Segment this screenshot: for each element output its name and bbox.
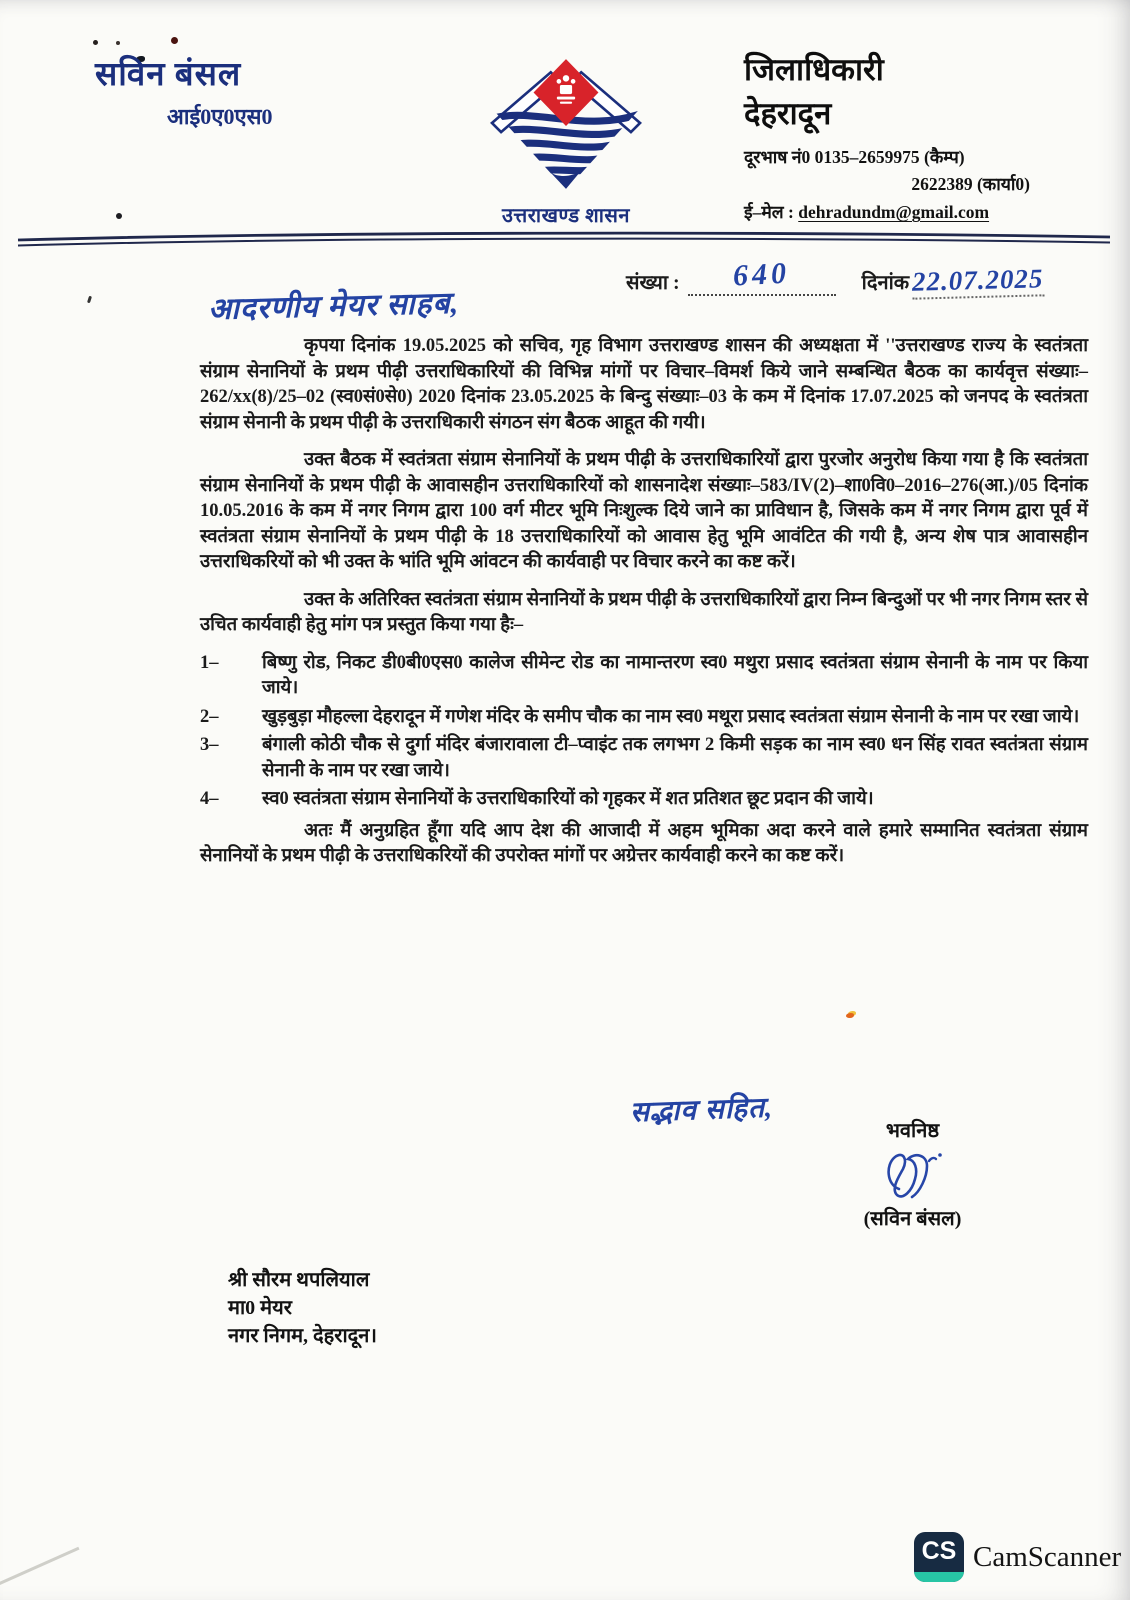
camscanner-icon: [914, 1532, 964, 1582]
office-title-line1: जिलाधिकारी: [744, 52, 884, 87]
scan-speck: [116, 41, 120, 45]
list-item: [200, 733, 1088, 784]
emblem-caption: उत्तराखण्ड शासन: [501, 205, 631, 227]
ref-number-value: 640: [732, 256, 791, 293]
addressee-block: [228, 1266, 377, 1350]
cs-icon-letters: CS: [921, 1537, 957, 1565]
paragraph-2: उक्त बैठक में स्वतंत्रता संग्राम सेनानियों के प्रथम पीढ़ी के उत्तराधिकारियों द्वारा पुरजोर अनुरोध किया गया है कि स्वतंत्रता संग्राम सेनानियों के प्रथम पीढ़ी के आवासहीन उत्तराधिकारियों को शासनादेश संख्याः–583/IV(2)–शा0वि0–2016–276(आ.)/05 दिनांक 10.05.2016 के कम में नगर निगम द्वारा 100 वर्ग मीटर भूमि निःशुल्क दिये जाने का प्राविधान है, जिसके कम में नगर निगम द्वारा पूर्व में स्वतंत्रता संग्राम सेनानियों के प्रथम पीढ़ी के 18 उत्तराधिकारियों को आवास हेतु भूमि आवंटित की गयी है, अन्य शेष पात्र आवासहीन उत्तराधिकरियों को भी उक्त के भांति भूमि आंवटन की कार्यवाही पर विचार करने का कष्ट करें।: [200, 450, 1088, 572]
email-line: [744, 200, 1040, 224]
list-item-number: 3–: [200, 735, 219, 755]
closing-paragraph: अतः मैं अनुग्रहित हूँगा यदि आप देश की आजादी में अहम भूमिका अदा करने वाले हमारे सम्मानित स्वतंत्रता संग्राम सेनानियों के प्रथम पीढ़ी के उत्तराधिकरियों की उपरोक्त मांगों पर अग्रेत्तर कार्यवाही करने का कष्ट करें।: [200, 820, 1088, 866]
list-item-text: खुड़बुड़ा मौहल्ला देहरादून में गणेश मंदिर के समीप चौक का नाम स्व0 मथूरा प्रसाद स्वतंत्रता संग्राम सेनानी के नाम पर रखा जाये।: [262, 706, 1080, 727]
header-divider: [12, 230, 1118, 250]
scan-speck: [116, 213, 122, 219]
uttarakhand-emblem: [477, 54, 655, 228]
list-item: [200, 787, 1088, 813]
state-emblem-icon: [478, 54, 654, 194]
cs-icon-strip: [914, 1572, 964, 1582]
paragraph-3: उक्त के अतिरिक्त स्वतंत्रता संग्राम सेनानियों के प्रथम पीढ़ी के उत्तराधिकारियों द्वारा निम्न बिन्दुओं पर भी नगर निगम स्तर से उचित कार्यवाही हेतु मांग पत्र प्रस्तुत किया गया हैः–: [200, 589, 1088, 635]
signature-block: [840, 1116, 985, 1231]
list-item-number: 1–: [200, 652, 219, 673]
phone-line1: दूरभाष नं0 0135–2659975 (कैम्प): [744, 147, 965, 168]
list-item-text: बिष्णु रोड, निकट डी0बी0एस0 कालेज सीमेन्ट रोड का नामान्तरण स्व0 मथुरा प्रसाद स्वतंत्रता संग्राम सेनानी के नाम पर किया जाये।: [262, 652, 1088, 698]
scan-streak: [0, 1547, 80, 1588]
ref-number-label: संख्या :: [626, 272, 680, 294]
scan-ink-fleck: [846, 1013, 854, 1018]
email-address: dehradundm@gmail.com: [798, 202, 990, 223]
camscanner-label: CamScanner: [973, 1540, 1122, 1573]
list-item-number: 4–: [200, 789, 219, 809]
letter-body: [200, 334, 1088, 882]
officer-designation: आई0ए0एस0: [167, 104, 273, 129]
email-label: ई–मेल :: [744, 202, 794, 223]
scan-speck: [171, 37, 178, 44]
handwritten-regards: सद्भाव सहित,: [629, 1092, 774, 1129]
list-item-text: बंगाली कोठी चौक से दुर्गा मंदिर बंजारावाला टी–प्वाइंट तक लगभग 2 किमी सड़क का नाम स्व0 धन सिंह रावत स्वतंत्रता संग्राम सेनानी के नाम पर रखा जाये।: [262, 735, 1088, 781]
addressee-organisation: नगर निगम, देहरादून।: [228, 1325, 377, 1347]
ref-date-label: दिनांक: [861, 272, 910, 294]
signatory-name: (सविन बंसल): [863, 1208, 962, 1230]
office-title-line2: देहरादून: [744, 96, 832, 132]
officer-block: [95, 50, 273, 131]
list-item-number: 2–: [200, 706, 219, 727]
signature-icon: [877, 1145, 949, 1201]
camscanner-watermark: [914, 1532, 1121, 1582]
scan-speck: [93, 40, 98, 45]
list-item: [200, 705, 1088, 731]
officer-name: सविन बंसल: [95, 57, 242, 93]
paragraph-1: कृपया दिनांक 19.05.2025 को सचिव, गृह विभाग उत्तराखण्ड शासन की अध्यक्षता में ''उत्तराखण्ड राज्य के स्वतंत्रता संग्राम सेनानियों के प्रथम पीढ़ी उत्तराधिकारियों की विभिन्न मांगों पर विचार–विमर्श किये जाने सम्बन्धित बैठक का कार्यवृत्त संख्याः–262/xx(8)/25–02 (स्व0सं0से0) 2020 दिनांक 23.05.2025 के बिन्दु संख्याः–03 के कम में दिनांक 17.07.2025 को जनपद के स्वतंत्रता संग्राम सेनानी के प्रथम पीढ़ी के उत्तराधिकारी संगठन संग बैठक आहूत की गयी।: [200, 336, 1088, 433]
demand-list: [200, 651, 1088, 813]
list-item: [200, 651, 1088, 702]
contact-block: [744, 145, 1040, 224]
salutation: आदरणीय मेयर साहब,: [207, 286, 460, 327]
phone-line2: 2622389 (कार्या0): [911, 174, 1030, 195]
office-block: [744, 48, 1054, 224]
scan-speck: [87, 296, 92, 304]
valediction: भवनिष्ठ: [885, 1120, 940, 1142]
reference-line: [626, 258, 1044, 298]
ref-number-field: [688, 258, 836, 296]
list-item-text: स्व0 स्वतंत्रता संग्राम सेनानियों के उत्तराधिकारियों को गृहकर में शत प्रतिशत छूट प्रदान की जाये।: [262, 789, 874, 809]
addressee-designation: मा0 मेयर: [228, 1297, 292, 1319]
addressee-name: श्री सौरम थपलियाल: [228, 1269, 370, 1291]
ref-date-value: 22.07.2025: [912, 263, 1044, 299]
